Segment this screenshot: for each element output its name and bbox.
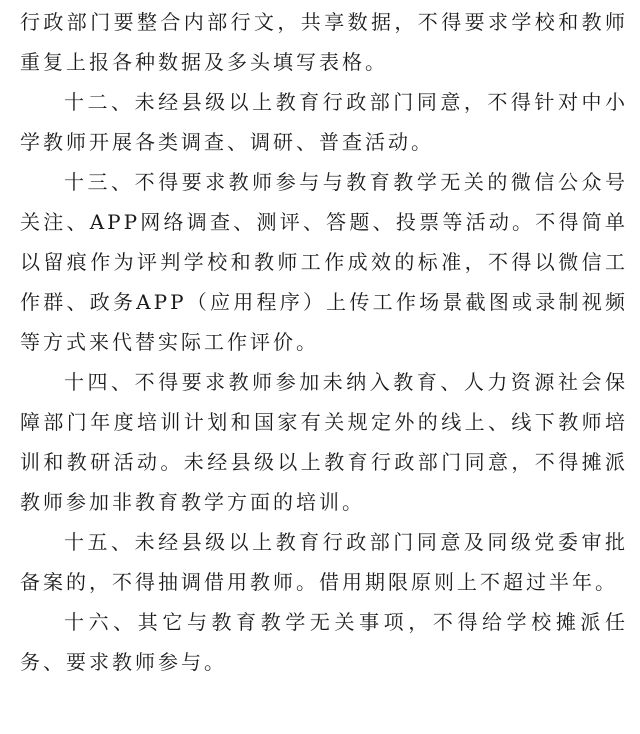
paragraph-item-15: 十五、未经县级以上教育行政部门同意及同级党委审批备案的，不得抽调借用教师。借用期限原则上不超过半年。 <box>20 530 628 594</box>
paragraph-item-16: 十六、其它与教育教学无关事项，不得给学校摊派任务、要求教师参与。 <box>20 610 628 674</box>
paragraph-item-12: 十二、未经县级以上教育行政部门同意，不得针对中小学教师开展各类调查、调研、普查活动。 <box>20 90 628 154</box>
paragraph-item-13: 十三、不得要求教师参与与教育教学无关的微信公众号关注、APP网络调查、测评、答题、投票等活动。不得简单以留痕作为评判学校和教师工作成效的标准，不得以微信工作群、政务APP（应用程序）上传工作场景截图或录制视频等方式来代替实际工作评价。 <box>20 170 628 354</box>
paragraph-item-14: 十四、不得要求教师参加未纳入教育、人力资源社会保障部门年度培训计划和国家有关规定外的线上、线下教师培训和教研活动。未经县级以上教育行政部门同意，不得摊派教师参加非教育教学方面的培训。 <box>20 370 628 514</box>
paragraph-continuation: 行政部门要整合内部行文，共享数据，不得要求学校和教师重复上报各种数据及多头填写表格。 <box>20 10 628 74</box>
